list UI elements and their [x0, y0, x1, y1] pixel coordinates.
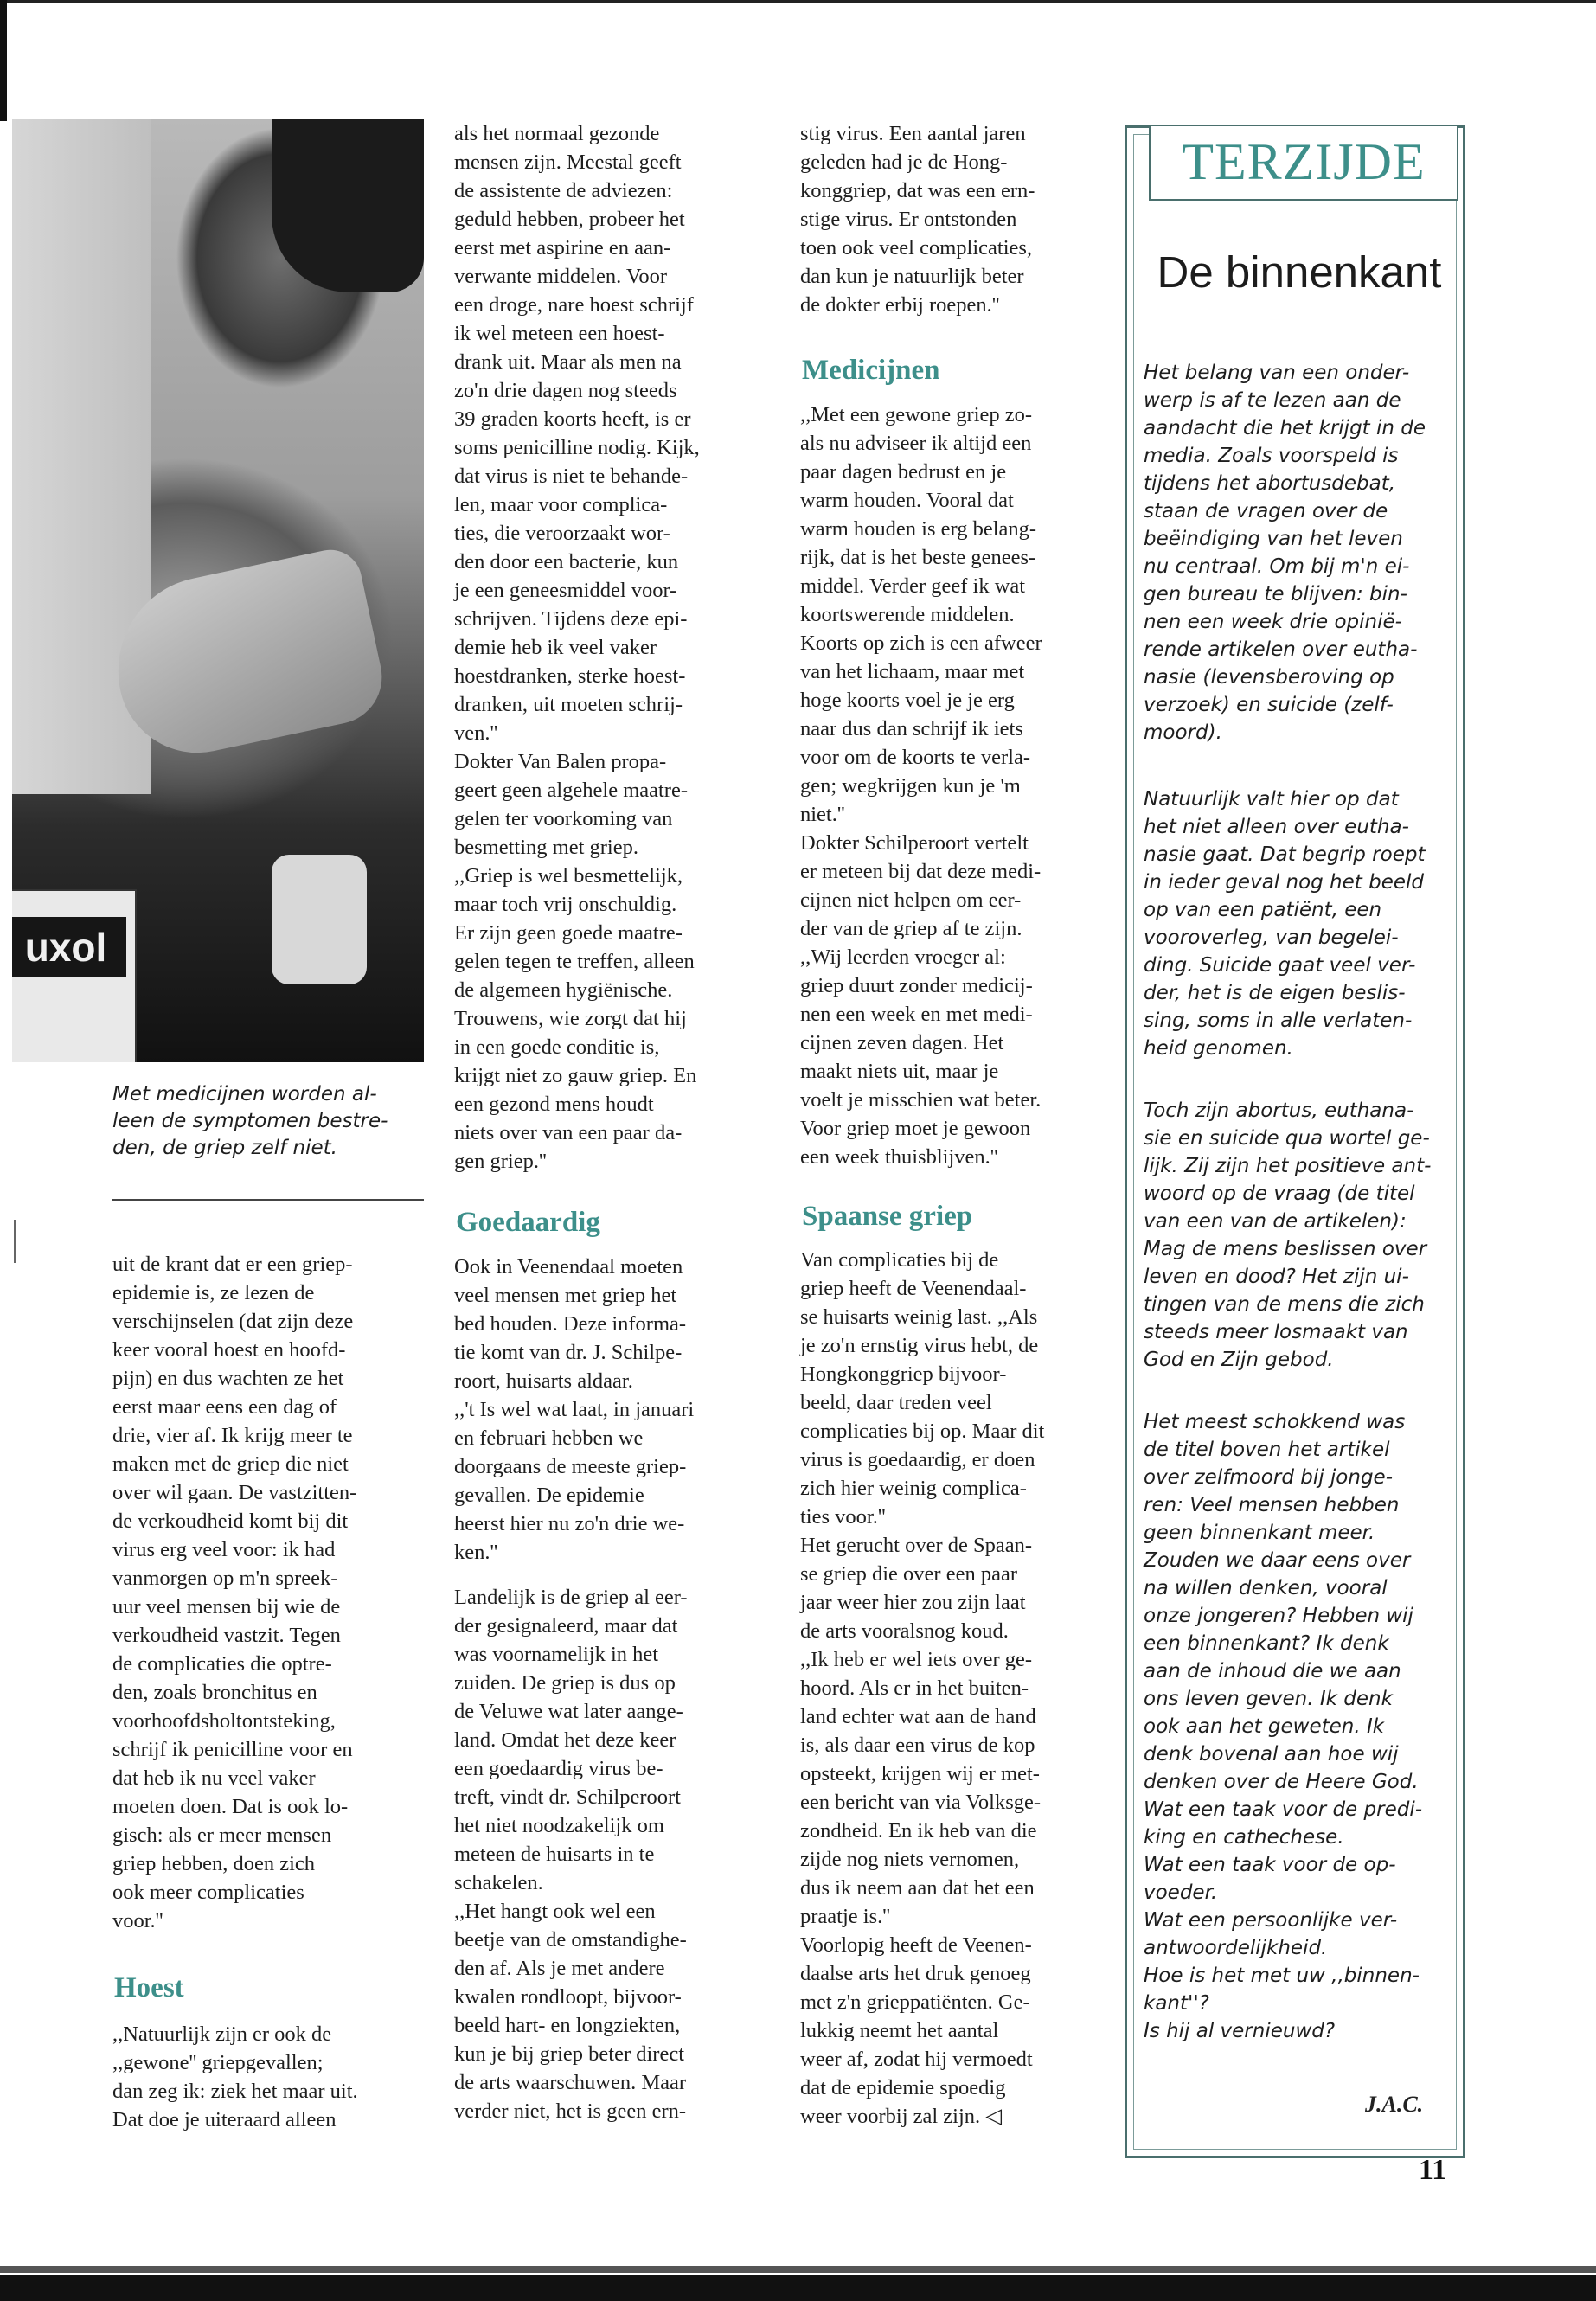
col3-body3: Van complicaties bij de griep heeft de Veenendaal- se huisarts weinig last. ,,Als je zo'n ernstig virus hebt, de Hongkonggriep bijvoor- beeld, daar treden veel complicaties bij op. Maar dit virus is goedaardig, er doen zich hier weinig complica- ties voor.'' Het gerucht over de Spaan- se griep die over een paar jaar weer hier zou zijn laat de arts vooralsnog koud. ,,Ik heb er wel iets over ge- hoord. Als er in het buiten- land echter wat aan de hand is, als daar een virus de kop opsteekt, krijgen wij er met- een bericht van via Volksge- zondheid. En ik heb van die zijde nog niets vernomen, dus ik neem aan dat het een praatje is.'' Voorlopig heeft de Veenen- daalse arts het druk genoeg met z'n grieppatiënten. Ge- lukkig neemt het aantal weer af, zodat hij vermoedt dat de epidemie spoedig weer voorbij zal zijn. ◁	[800, 1248, 1045, 2128]
photo-patient-with-medicine	[12, 119, 424, 1062]
sidebar-paragraph-1: Het belang van een onder- werp is af te lezen aan de aandacht die het krijgt in de media. Zoals voorspeld is tijdens het abortusdebat, staan de vragen over de beëindiging van het leven nu centraal. Om bij m'n ei- gen bureau te blijven: bin- nen een week drie opinië- rende artikelen over eutha- nasie (levensberoving op verzoek) en suicide (zelf- moord).	[1144, 362, 1426, 744]
sidebar-paragraph-2: Natuurlijk valt hier op dat het niet alleen over eutha- nasie gaat. Dat begrip roept in ieder geval nog het beeld op van een patiënt, een vooroverleg, van begelei- ding. Suicide gaat veel ver- der, het is de eigen beslis- sing, soms in alle verlaten- heid genomen.	[1144, 788, 1426, 1060]
col3-body: stig virus. Een aantal jaren geleden had je de Hong- konggriep, dat was een ern- stige virus. Er ontstonden toen ook veel complicaties, dan kun je natuurlijk beter de dokter erbij roepen.''	[800, 122, 1035, 317]
margin-mark	[14, 1220, 16, 1263]
sidebar-paragraph-3: Toch zijn abortus, euthana- sie en suicide qua wortel ge- lijk. Zij zijn het positieve ant- woord op de vraag (de titel van een van de artikelen): Mag de mens beslissen over leven en dood? Het zijn ui- tingen van de mens die zich steeds meer losmaakt van God en Zijn gebod.	[1144, 1099, 1432, 1371]
photo-medicine-box	[12, 889, 137, 1062]
heading-goedaardig: Goedaardig	[456, 1207, 600, 1238]
col2-body2: Ook in Veenendaal moeten veel mensen met griep het bed houden. Deze informa- tie komt van dr. J. Schilpe- roort, huisarts aldaar. ,,'t Is wel wat laat, in januari en februari hebben we doorgaans de meeste griep- gevallen. De epidemie heerst hier nu zo'n drie we- ken.''	[454, 1255, 695, 1564]
sidebar-kicker: TERZIJDE	[1182, 133, 1426, 190]
col3-body2: ,,Met een gewone griep zo- als nu adviseer ik altijd een paar dagen bedrust en je warm houden. Vooral dat warm houden is erg belang- rijk, dat is het beste genees- middel. Verder geef ik wat koortswerende middelen. Koorts op zich is een afweer van het lichaam, maar met hoge koorts voel je je erg naar dus dan schrijf ik iets voor om de koorts te verla- gen; wegkrijgen kun je 'm niet.'' Dokter Schilperoort vertelt er meteen bij dat deze medi- cijnen niet helpen om eer- der van de griep af te zijn. ,,Wij leerden vroeger al: griep duurt zonder medicij- nen een week en met medi- cijnen zeven dagen. Het maakt niets uit, maar je voelt je misschien wat beter. Voor griep moet je gewoon een week thuisblijven.''	[800, 403, 1042, 1169]
sidebar-title: De binnenkant	[1157, 247, 1442, 297]
col2-body3: Landelijk is de griep al eer- der gesignaleerd, maar dat was voornamelijk in het zuiden. De griep is dus op de Veluwe wat later aange- land. Omdat het deze keer een goedaardig virus be- treft, vindt dr. Schilperoort het niet noodzakelijk om meteen de huisarts in te schakelen. ,,Het hangt ook wel een beetje van de omstandighe- den af. Als je met andere kwalen rondloopt, bijvoor- beeld hart- en longziekten, kun je bij griep beter direct de arts waarschuwen. Maar verder niet, het is geen ern-	[454, 1586, 688, 2123]
photo-caption: Met medicijnen worden al- leen de symptomen bestre- den, de griep zelf niet.	[112, 1083, 388, 1159]
scan-bottom-edge-light	[0, 2266, 1596, 2273]
col2-body: als het normaal gezonde mensen zijn. Meestal geeft de assistente de adviezen: geduld hebben, probeer het eerst met aspirine en aan- verwante middelen. Voor een droge, nare hoest schrijf ik wel meteen een hoest- drank uit. Maar als men na zo'n drie dagen nog steeds 39 graden koorts heeft, is er soms penicilline nodig. Kijk, dat virus is niet te behande- len, maar voor complica- ties, die veroorzaakt wor- den door een bacterie, kun je een geneesmiddel voor- schrijven. Tijdens deze epi- demie heb ik veel vaker hoestdranken, sterke hoest- dranken, uit moeten schrij- ven.'' Dokter Van Balen propa- geert geen algehele maatre- gelen ter voorkoming van besmetting met griep. ,,Griep is wel besmettelijk, maar toch vrij onschuldig. Er zijn geen goede maatre- gelen tegen te treffen, alleen de algemeen hygiënische. Trouwens, wie zorgt dat hij in een goede conditie is, krijgt niet zo gauw griep. En een gezond mens houdt niets over van een paar da- gen griep.''	[454, 122, 700, 1173]
top-rule	[0, 0, 1596, 20]
sidebar-signature: J.A.C.	[1365, 2092, 1424, 2117]
heading-spaanse-griep: Spaanse griep	[802, 1201, 973, 1232]
heading-hoest: Hoest	[114, 1972, 184, 2003]
page-number: 11	[1419, 2154, 1447, 2186]
col1-body2: ,,Natuurlijk zijn er ook de ,,gewone'' griepgevallen; dan zeg ik: ziek het maar uit. Dat doe je uiteraard alleen	[112, 2022, 358, 2131]
heading-medicijnen: Medicijnen	[802, 355, 940, 386]
photo-person-hair	[272, 119, 424, 292]
photo-bottle	[272, 855, 367, 984]
scan-bottom-edge	[0, 2275, 1596, 2301]
sidebar-paragraph-4: Het meest schokkend was de titel boven het artikel over zelfmoord bij jonge- ren: Veel mensen hebben geen binnenkant meer. Zouden we daar eens over na willen denken, vooral onze jongeren? Hebben wij een binnenkant? Ik denk aan de inhoud die we aan ons leven geven. Ik denk ook aan het geweten. Ik denk bovenal aan hoe wij denken over de Heere God. Wat een taak voor de predi- king en cathechese. Wat een taak voor de op- voeder. Wat een persoonlijke ver- antwoordelijkheid. Hoe is het met uw ,,binnen- kant''? Is hij al vernieuwd?	[1144, 1411, 1423, 2042]
photo-medicine-label: uxol	[12, 917, 126, 977]
scan-edge-mark	[0, 0, 7, 121]
caption-separator	[112, 1199, 424, 1201]
col1-body: uit de krant dat er een griep- epidemie is, ze lezen de verschijnselen (dat zijn deze keer vooral hoest en hoofd- pijn) en dus wachten ze het eerst maar eens een dag of drie, vier af. Ik krijg meer te maken met de griep die niet over wil gaan. De vastzitten- de verkoudheid komt bij dit virus erg veel voor: ik had vanmorgen op m'n spreek- uur veel mensen bij wie de verkoudheid vastzit. Tegen de complicaties die optre- den, zoals bronchitus en voorhoofdsholtontsteking, schrijf ik penicilline voor en dat heb ik nu veel vaker moeten doen. Dat is ook lo- gisch: als er meer mensen griep hebben, doen zich ook meer complicaties voor.''	[112, 1253, 357, 1932]
